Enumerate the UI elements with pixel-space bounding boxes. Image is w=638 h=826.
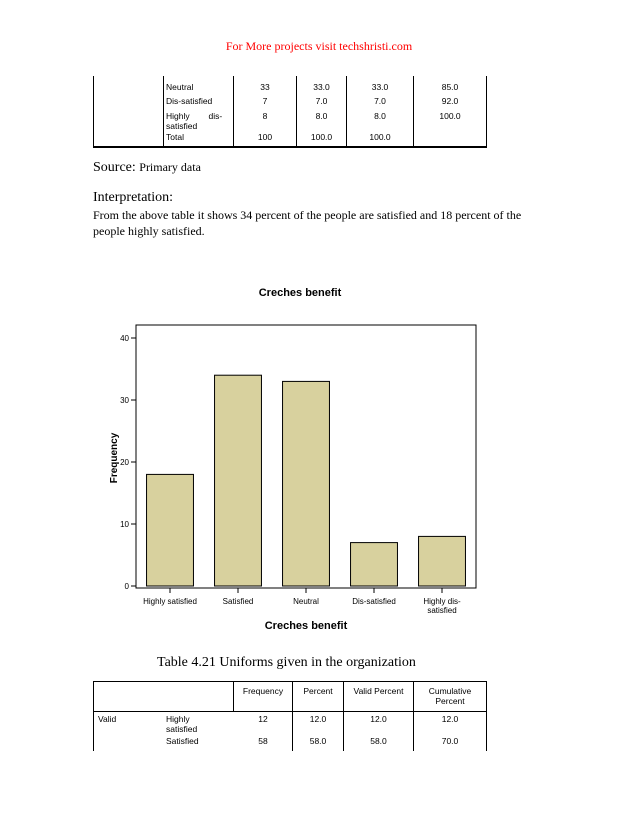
cell-valid-percent: 12.0 [370,714,387,724]
chart-title: Creches benefit [258,287,342,299]
table-border-right [486,76,487,148]
interpretation-heading: Interpretation: [93,190,174,205]
row-label: satisfied [166,724,198,734]
table-border-top [93,681,487,682]
cell-frequency: 7 [262,96,268,106]
y-tick-label: 40 [120,334,129,343]
x-tick-label: Highly dis- [423,597,461,606]
table-border-left [93,681,94,751]
bar-highly-satisfied [147,474,194,586]
table-border-bottom [93,146,487,148]
header-link[interactable]: For More projects visit techshristi.com [225,39,413,53]
header-cumulative: Percent [435,696,465,706]
source-line [93,160,201,176]
cell-percent: 58.0 [309,736,327,746]
bar-neutral [283,381,330,586]
y-tick-label: 20 [120,458,129,467]
bar-satisfied [215,375,262,586]
cell-cumulative: 85.0 [441,82,459,92]
table-caption: Table 4.21 Uniforms given in the organization [157,655,416,670]
y-tick-label: 10 [120,520,129,529]
x-tick-label: Dis-satisfied [352,597,396,606]
cell-cumulative: 92.0 [441,96,459,106]
creches-benefit-chart [93,278,483,638]
cell-percent: 100.0 [310,132,333,142]
header-divider [93,711,487,712]
cell-percent: 8.0 [315,111,328,121]
cell-valid-percent: 100.0 [369,132,391,142]
bar-dis-satisfied [351,543,398,586]
header-percent: Percent [303,686,333,696]
header-valid-percent: Valid Percent [353,686,404,696]
table-border-left [93,76,94,148]
frequency-table-continued [93,76,487,148]
cell-valid-percent: 58.0 [370,736,387,746]
table-divider [163,76,164,148]
source-value: Primary data [139,160,201,174]
y-tick-label: 0 [124,582,129,591]
cell-frequency: 33 [260,82,270,92]
cell-percent: 7.0 [315,96,328,106]
cell-frequency: 100 [257,132,273,142]
cell-frequency: 58 [258,736,268,746]
cell-cumulative: 100.0 [439,111,461,121]
cell-cumulative: 70.0 [441,736,459,746]
cell-frequency: 12 [258,714,268,724]
bar-highly-dis-satisfied [419,536,466,586]
cell-frequency: 8 [262,111,268,121]
x-tick-label: Highly satisfied [143,597,197,606]
source-label: Source: [93,160,136,175]
table-border-right [486,681,487,751]
x-tick-label: Satisfied [222,597,254,606]
cell-valid-percent: 33.0 [371,82,389,92]
group-label: Valid [98,714,117,724]
x-tick-label: satisfied [427,606,457,615]
row-label: Highly [166,714,190,724]
interpretation-text: From the above table it shows 34 percent of the people are satisfied and 18 percent of the people highly satisfied. [93,208,522,238]
cell-percent: 33.0 [313,82,330,92]
x-tick-label: Neutral [293,597,319,606]
row-label: Neutral [166,82,194,92]
row-label: satisfied [166,121,198,131]
cell-percent: 12.0 [309,714,327,724]
row-label: Total [166,132,184,142]
row-label: Highly dis- [166,111,223,121]
header-frequency: Frequency [242,686,284,696]
uniforms-table [93,681,487,751]
y-tick-label: 30 [120,396,129,405]
row-label: Dis-satisfied [166,96,213,106]
cell-valid-percent: 8.0 [374,111,386,121]
y-axis-label: Frequency [109,432,120,484]
cell-valid-percent: 7.0 [374,96,386,106]
header-cumulative: Cumulative [428,686,472,696]
row-label: Satisfied [166,736,199,746]
x-axis-label: Creches benefit [264,620,348,632]
cell-cumulative: 12.0 [441,714,459,724]
